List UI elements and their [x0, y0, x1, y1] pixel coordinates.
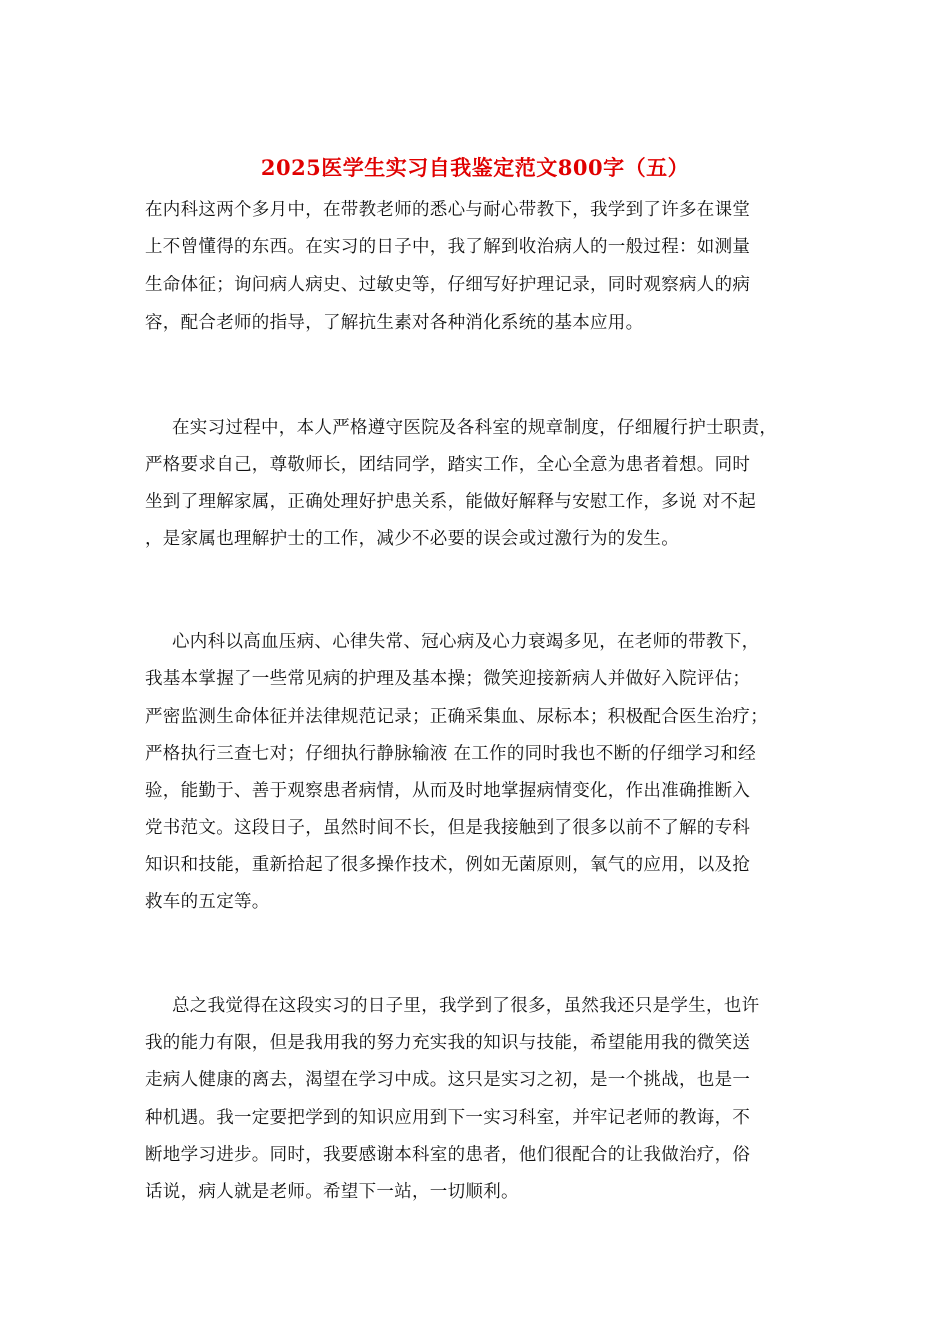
- paragraph-line: 生命体征；询问病人病史、过敏史等，仔细写好护理记录，同时观察病人的病: [145, 275, 751, 295]
- paragraph-line: 严格要求自己，尊敬师长，团结同学，踏实工作，全心全意为患者着想。同时: [145, 455, 751, 475]
- paragraph-line: 话说，病人就是老师。希望下一站，一切顺利。: [145, 1182, 519, 1202]
- paragraph-line: 严格执行三查七对；仔细执行静脉输液 在工作的同时我也不断的仔细学习和经: [145, 744, 757, 764]
- paragraph-line: ，是家属也理解护士的工作，减少不必要的误会或过激行为的发生。: [145, 529, 679, 549]
- paragraph-line: 严密监测生命体征并法律规范记录；正确采集血、尿标本；积极配合医生治疗；: [145, 707, 768, 727]
- paragraph-line: 在实习过程中，本人严格遵守医院及各科室的规章制度，仔细履行护士职责，: [172, 418, 778, 438]
- paragraph-line: 党书范文。这段日子，虽然时间不长，但是我接触到了很多以前不了解的专科: [145, 818, 751, 838]
- paragraph-line: 断地学习进步。同时，我要感谢本科室的患者，他们很配合的让我做治疗，俗: [145, 1145, 751, 1165]
- paragraph-line: 坐到了理解家属，正确处理好护患关系，能做好解释与安慰工作，多说 对不起: [145, 492, 757, 512]
- paragraph-line: 我的能力有限，但是我用我的努力充实我的知识与技能，希望能用我的微笑送: [145, 1033, 751, 1053]
- paragraph-line: 我基本掌握了一些常见病的护理及基本操；微笑迎接新病人并做好入院评估；: [145, 669, 751, 689]
- document-title: 2025医学生实习自我鉴定范文800字（五）: [260, 155, 690, 180]
- paragraph-line: 在内科这两个多月中，在带教老师的悉心与耐心带教下，我学到了许多在课堂: [145, 200, 751, 220]
- paragraph-line: 知识和技能，重新拾起了很多操作技术，例如无菌原则，氧气的应用，以及抢: [145, 855, 751, 875]
- paragraph-line: 走病人健康的离去，渴望在学习中成。这只是实习之初，是一个挑战，也是一: [145, 1070, 751, 1090]
- paragraph-line: 救车的五定等。: [145, 892, 270, 912]
- paragraph-line: 上不曾懂得的东西。在实习的日子中，我了解到收治病人的一般过程：如测量: [145, 237, 751, 257]
- paragraph-line: 容，配合老师的指导，了解抗生素对各种消化系统的基本应用。: [145, 313, 644, 333]
- paragraph-line: 验，能勤于、善于观察患者病情，从而及时地掌握病情变化，作出准确推断入: [145, 781, 751, 801]
- paragraph-line: 种机遇。我一定要把学到的知识应用到下一实习科室，并牢记老师的教诲，不: [145, 1108, 751, 1128]
- paragraph-line: 心内科以高血压病、心律失常、冠心病及心力衰竭多见，在老师的带教下，: [172, 632, 760, 652]
- paragraph-line: 总之我觉得在这段实习的日子里，我学到了很多，虽然我还只是学生，也许: [172, 996, 760, 1016]
